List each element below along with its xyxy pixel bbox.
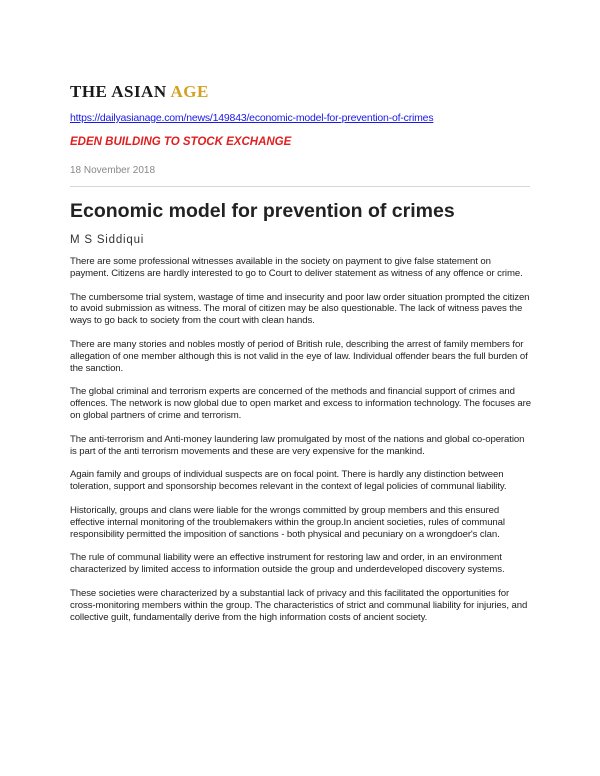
article-paragraph: The cumbersome trial system, wastage of time and insecurity and poor law order situation prompted the citizen to avoid submission as witness. The moral of citizen may be also questionable. The lack of witness paves the ways to go back to society from the court with clean hands. — [70, 291, 530, 327]
article-paragraph: These societies were characterized by a substantial lack of privacy and this facilitated the opportunities for cross-monitoring members within the group. The characteristics of strict and communal liability for injuries, and collective guilt, fundamentally derive from the high information costs of ancient society. — [70, 587, 528, 623]
logo-text-main: THE ASIAN — [70, 82, 171, 101]
section-title: EDEN BUILDING TO STOCK EXCHANGE — [70, 136, 292, 148]
article-author: M S Siddiqui — [70, 234, 145, 246]
article-paragraph: There are some professional witnesses available in the society on payment to give false statement on payment. Citizens are hardly interested to go to Court to deliver statement as witness of any offence or crime. — [70, 256, 523, 279]
publish-date: 18 November 2018 — [70, 165, 156, 176]
article-paragraph: The global criminal and terrorism experts are concerned of the methods and financial support of crimes and offences. The network is now global due to open market and excess to information technology. The focuses are on global partners of crime and terrorism. — [70, 386, 531, 421]
article-paragraph: The rule of communal liability were an effective instrument for restoring law and order, in an environment characterized by limited access to information outside the group and underdeveloped discovery systems. — [70, 552, 505, 576]
article-url-link[interactable]: https://dailyasianage.com/news/149843/economic-model-for-prevention-of-crimes — [70, 112, 434, 124]
article-paragraph: Historically, groups and clans were liable for the wrongs committed by group members and this ensured effective internal monitoring of the troublemakers within the group.In ancient societies, rules of communal responsibility permitted the imposition of sanctions - both physical and pecuniary on a wrongdoer's clan. — [70, 504, 505, 540]
publication-logo — [70, 82, 209, 102]
divider — [70, 186, 530, 187]
article-body — [70, 256, 532, 635]
logo-text-accent: AGE — [170, 82, 209, 101]
article-title: Economic model for prevention of crimes — [70, 200, 455, 222]
article-paragraph: The anti-terrorism and Anti-money laundering law promulgated by most of the nations and global co-operation is part of the anti terrorism movements and these are very expensive for the mankind. — [70, 433, 525, 457]
article-paragraph: Again family and groups of individual suspects are on focal point. There is hardly any distinction between toleration, support and sponsorship becomes relevant in the context of legal policies of communal liability. — [70, 469, 507, 493]
article-paragraph: There are many stories and nobles mostly of period of British rule, describing the arrest of family members for allegation of one member although this is not valid in the eye of law. Individual offender bears the full burden of the sanction. — [70, 338, 528, 374]
